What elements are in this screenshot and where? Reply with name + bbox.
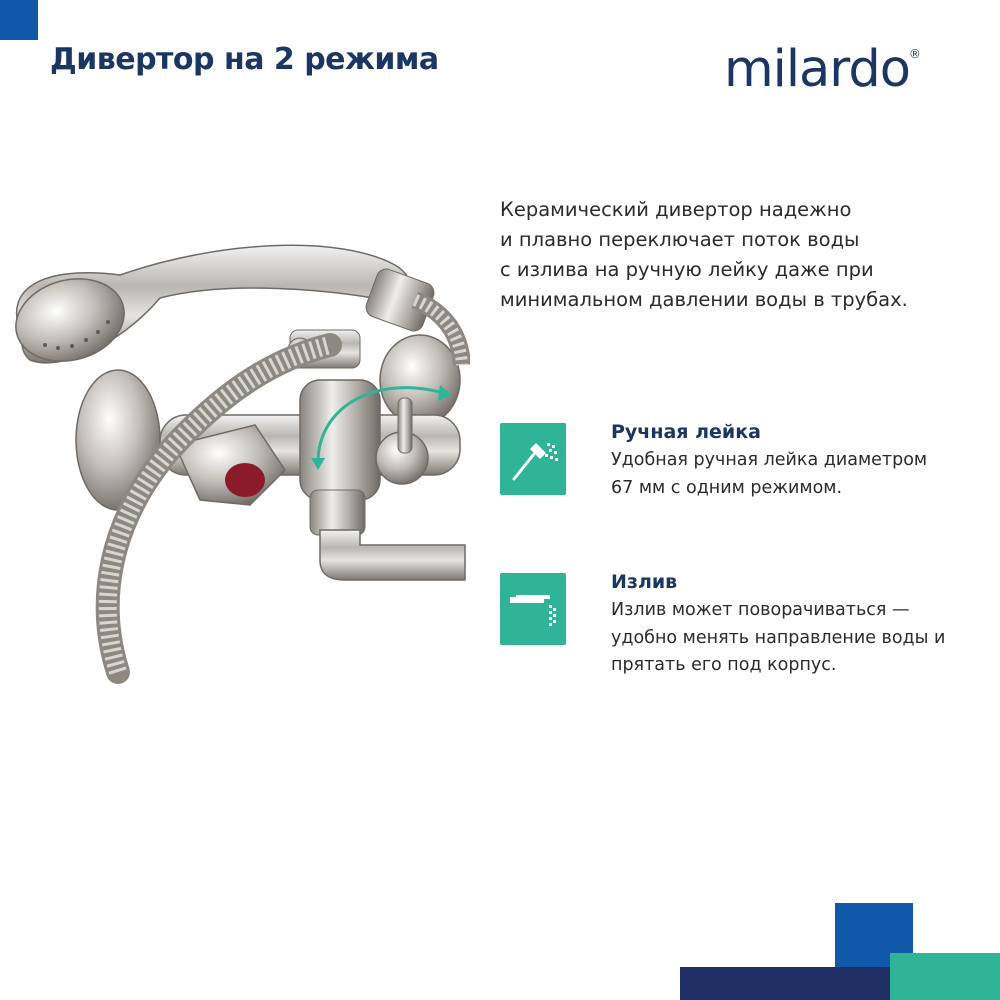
feature-description xyxy=(611,597,945,680)
intro-line: минимальном давлении воды в трубах. xyxy=(500,288,908,311)
brand-name: milardo xyxy=(724,40,910,99)
feature-title: Ручная лейка xyxy=(611,421,761,443)
feature-line: Излив может поворачиваться — xyxy=(611,600,910,620)
hand-shower-icon xyxy=(500,423,566,495)
brand-logo xyxy=(724,40,920,99)
intro-description xyxy=(500,195,908,315)
intro-line: с излива на ручную лейку даже при xyxy=(500,258,874,281)
registered-mark: ® xyxy=(908,47,920,61)
page-title: Дивертор на 2 режима xyxy=(50,42,439,77)
mixer-product-image xyxy=(0,225,470,685)
feature-line: прятать его под корпус. xyxy=(611,655,837,675)
feature-line: 67 мм с одним режимом. xyxy=(611,477,843,498)
feature-title: Излив xyxy=(611,571,678,593)
spout-icon xyxy=(500,573,566,645)
decor-teal-block xyxy=(890,953,1000,1000)
corner-accent-square xyxy=(0,0,38,40)
decor-navy-block xyxy=(680,967,890,1000)
intro-line: Керамический дивертор надежно xyxy=(500,198,852,221)
feature-line: Удобная ручная лейка диаметром xyxy=(611,450,928,470)
intro-line: и плавно переключает поток воды xyxy=(500,228,860,251)
feature-line: удобно менять направление воды и xyxy=(611,627,946,648)
feature-description xyxy=(611,447,927,502)
